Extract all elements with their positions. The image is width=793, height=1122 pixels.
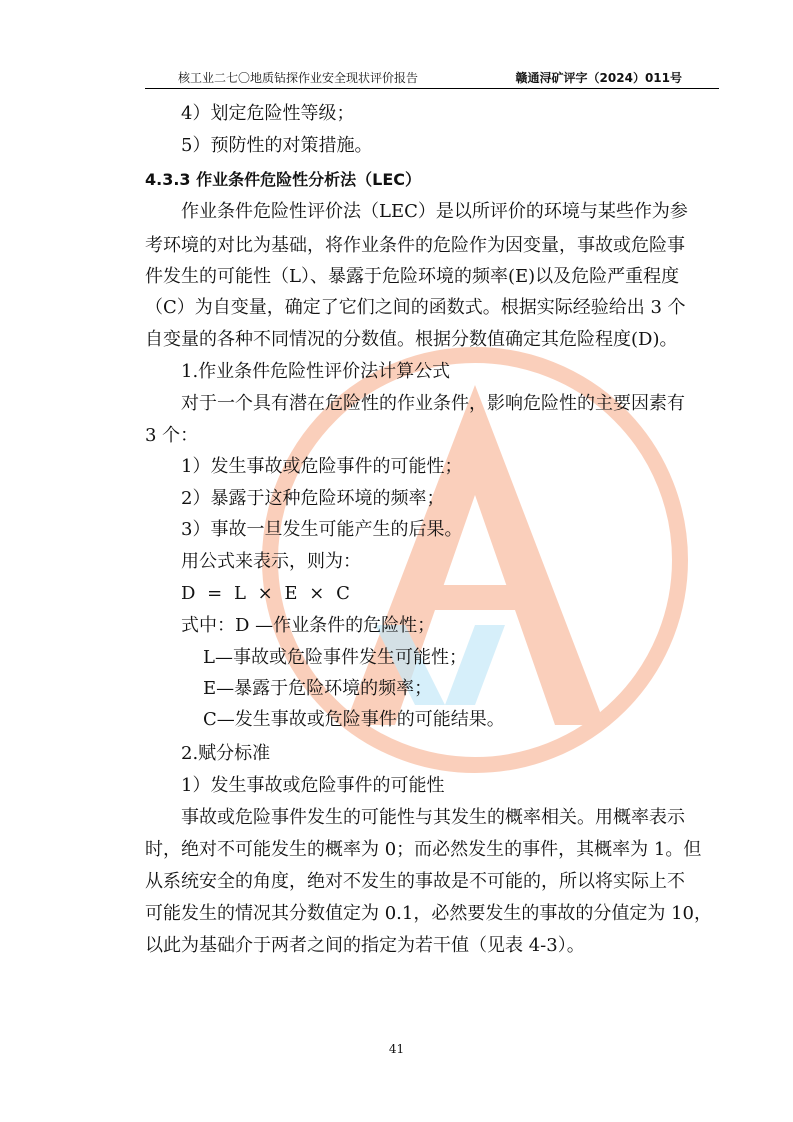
text-line: 时，绝对不可能发生的概率为 0；而必然发生的事件，其概率为 1。但 xyxy=(145,839,702,860)
header-report-title: 核工业二七〇地质钻探作业安全现状评价报告 xyxy=(178,71,419,85)
text-line: 4）划定危险性等级； xyxy=(181,103,355,124)
text-line: 从系统安全的角度，绝对不发生的事故是不可能的，所以将实际上不 xyxy=(145,871,685,892)
text-line: 事故或危险事件发生的可能性与其发生的概率相关。用概率表示 xyxy=(181,807,685,828)
formula: D = L × E × C xyxy=(181,583,353,604)
watermark-bar xyxy=(420,585,530,610)
definition-line: C—发生事故或危险事件的可能结果。 xyxy=(203,709,505,730)
page-number: 41 xyxy=(388,1042,405,1056)
text-line: 自变量的各种不同情况的分数值。根据分数值确定其危险程度(D)。 xyxy=(145,329,678,350)
definition-line: E—暴露于危险环境的频率； xyxy=(203,678,433,699)
text-line: 考环境的对比为基础，将作业条件的危险作为因变量，事故或危险事 xyxy=(145,235,685,256)
text-line: 3 个： xyxy=(145,425,199,446)
subheading: 1.作业条件危险性评价法计算公式 xyxy=(181,361,451,382)
list-item: 2）暴露于这种危险环境的频率； xyxy=(181,488,445,509)
text-line: 可能发生的情况其分数值定为 0.1，必然要发生的事故的分值定为 10， xyxy=(145,903,712,924)
definition-line: 式中：D —作业条件的危险性； xyxy=(181,615,436,636)
subheading: 1）发生事故或危险事件的可能性 xyxy=(181,775,445,796)
text-line: 件发生的可能性（L）、暴露于危险环境的频率(E)以及危险严重程度 xyxy=(145,266,680,287)
list-item: 3）事故一旦发生可能产生的后果。 xyxy=(181,519,463,540)
list-item: 1）发生事故或危险事件的可能性； xyxy=(181,456,463,477)
text-line: 作业条件危险性评价法（LEC）是以所评价的环境与某些作为参 xyxy=(181,201,688,222)
definition-line: L—事故或危险事件发生可能性； xyxy=(203,647,467,668)
text-line: （C）为自变量，确定了它们之间的函数式。根据实际经验给出 3 个 xyxy=(145,297,686,318)
text-line: 用公式来表示，则为： xyxy=(181,551,361,572)
section-heading: 4.3.3 作业条件危险性分析法（LEC） xyxy=(145,170,421,189)
text-line: 5）预防性的对策措施。 xyxy=(181,135,373,156)
text-line: 以此为基础介于两者之间的指定为若干值（见表 4-3）。 xyxy=(145,935,585,956)
page-header xyxy=(145,70,719,89)
header-document-number: 赣通浔矿评字（2024）011号 xyxy=(515,71,682,85)
watermark-triangle xyxy=(345,385,605,725)
subheading: 2.赋分标准 xyxy=(181,743,271,764)
text-line: 对于一个具有潜在危险性的作业条件，影响危险性的主要因素有 xyxy=(181,393,685,414)
